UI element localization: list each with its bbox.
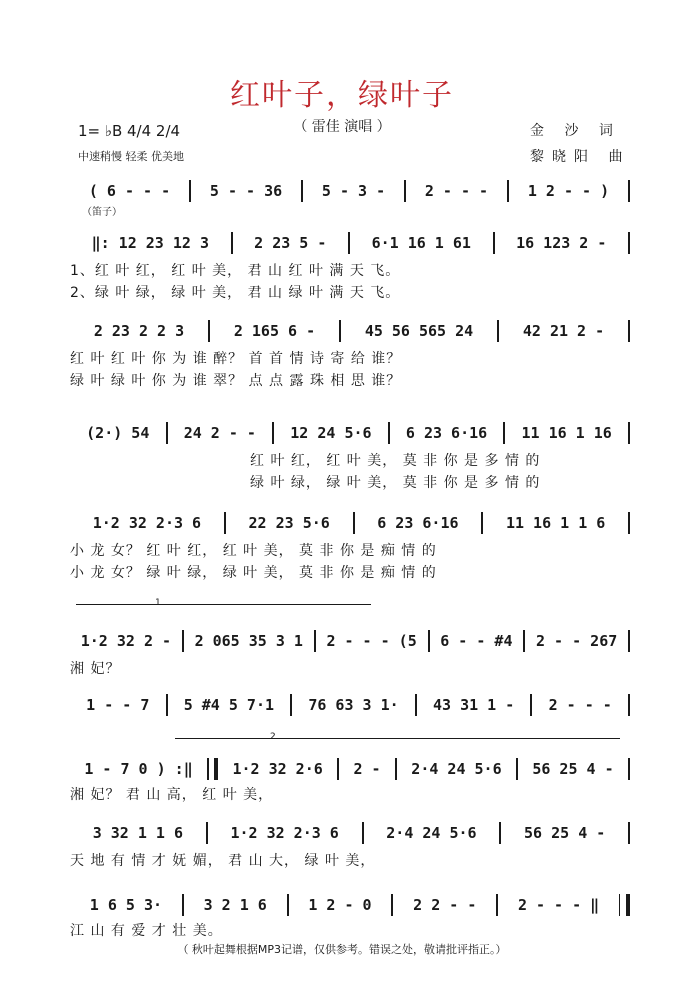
lyric-row: 江 山 有 爱 才 壮 美。 [70,923,223,939]
measure: 2 2 - - [413,896,477,914]
measure: 76 63 3 1· [308,696,399,714]
footer-note: （ 秋叶起舞根据MP3记谱，仅供参考。错误之处，敬请批评指正。） [177,943,507,956]
measure: 1 - 7 0 ) :‖ [84,760,193,778]
music-row-4 [70,422,630,444]
measure: 16 123 2 - [516,234,607,252]
measure: 11 16 1 1 6 [505,514,606,532]
measure: 6 - - #4 [440,632,513,650]
tempo-marking: 中速稍慢 轻柔 优美地 [78,150,184,163]
measure: 3 2 1 6 [203,896,267,914]
measure: 6 23 6·16 [405,424,488,442]
measure: 5 - 3 - [321,182,386,200]
measure: 1 2 - 0 [308,896,372,914]
measure: 24 2 - - [183,424,256,442]
measure: 1·2 32 2·6 [232,760,323,778]
measure: 5 #4 5 7·1 [183,696,275,714]
measure: 1·2 32 2·3 6 [230,824,339,842]
measure: 1 2 - - ) [527,182,610,200]
measure: 1 - - 7 [86,696,150,714]
music-row-7 [70,694,630,716]
second-ending-bracket [175,738,620,739]
lyric-row: 红 叶 红， 红 叶 美， 莫 非 你 是 多 情 的 [250,453,541,469]
measure: 45 56 565 24 [364,322,474,340]
lyric-row: 绿 叶 绿 叶 你 为 谁 翠？ 点 点 露 珠 相 思 谁？ [70,373,402,389]
measure: 2 23 5 - [254,234,327,252]
composer-credit: 黎晓阳 曲 [530,149,631,165]
music-row-6 [70,630,630,652]
measure: 2 165 6 - [233,322,316,340]
measure: 1·2 32 2·3 6 [92,514,202,532]
measure: 56 25 4 - [532,760,614,778]
measure: 2 - [353,760,381,778]
first-ending-bracket [76,604,371,605]
measure: 2 23 2 2 3 [93,322,185,340]
music-row-1 [70,180,630,202]
measure: 43 31 1 - [432,696,515,714]
lyric-row: 2、绿 叶 绿， 绿 叶 美， 君 山 绿 叶 满 天 飞。 [70,285,401,301]
key-signature: 1= ♭B 4/4 2/4 [78,122,181,140]
measure: ‖: 12 23 12 3 [91,234,209,252]
measure: 1·2 32 2 - [80,632,172,650]
lyric-row: 1、红 叶 红， 红 叶 美， 君 山 红 叶 满 天 飞。 [70,263,401,279]
lyric-row: 小 龙 女？ 绿 叶 绿， 绿 叶 美， 莫 非 你 是 痴 情 的 [70,565,437,581]
music-row-5 [70,512,630,534]
second-ending-number: 2 [270,732,276,742]
lyric-row: 湘 妃？ [70,661,121,677]
lyric-row: 红 叶 红 叶 你 为 谁 醉？ 首 首 情 诗 寄 给 谁？ [70,351,402,367]
lyric-row: 小 龙 女？ 红 叶 红， 红 叶 美， 莫 非 你 是 痴 情 的 [70,543,437,559]
measure: 12 24 5·6 [290,424,372,442]
music-row-2 [70,232,630,254]
measure: ( 6 - - - [88,182,171,200]
lyricist-credit: 金 沙 词 [530,123,621,139]
measure: 6·1 16 1 61 [371,234,471,252]
lyric-row: 湘 妃？ 君 山 高， 红 叶 美， [70,787,274,803]
measure: 6 23 6·16 [377,514,459,532]
measure: 2 - - - (5 [326,632,417,650]
measure: 5 - - 36 [209,182,283,200]
measure: 2 - - 267 [536,632,618,650]
lyric-row: 天 地 有 情 才 妩 媚， 君 山 大， 绿 叶 美， [70,853,376,869]
measure: 1 6 5 3· [89,896,163,914]
measure: 56 25 4 - [524,824,606,842]
first-ending-number: 1 [155,598,161,608]
measure: (2·) 54 [86,424,150,442]
measure: 2·4 24 5·6 [386,824,477,842]
measure: 2 - - - [548,696,612,714]
measure: 22 23 5·6 [248,514,330,532]
music-row-8 [70,758,630,780]
music-row-3 [70,320,630,342]
instrument-note: （笛子） [82,207,122,218]
measure: 2 - - - [424,182,489,200]
singer-credit: （ 雷佳 演唱 ） [293,119,391,135]
measure: 2 065 35 3 1 [194,632,303,650]
measure: 2 - - - ‖ [517,896,600,914]
lyric-row: 绿 叶 绿， 绿 叶 美， 莫 非 你 是 多 情 的 [250,475,541,491]
music-row-10 [70,894,630,916]
measure: 42 21 2 - [522,322,605,340]
measure: 2·4 24 5·6 [411,760,502,778]
measure: 11 16 1 16 [521,424,612,442]
song-title: 红叶子，绿叶子 [230,78,454,113]
music-row-9 [70,822,630,844]
measure: 3 32 1 1 6 [92,824,184,842]
